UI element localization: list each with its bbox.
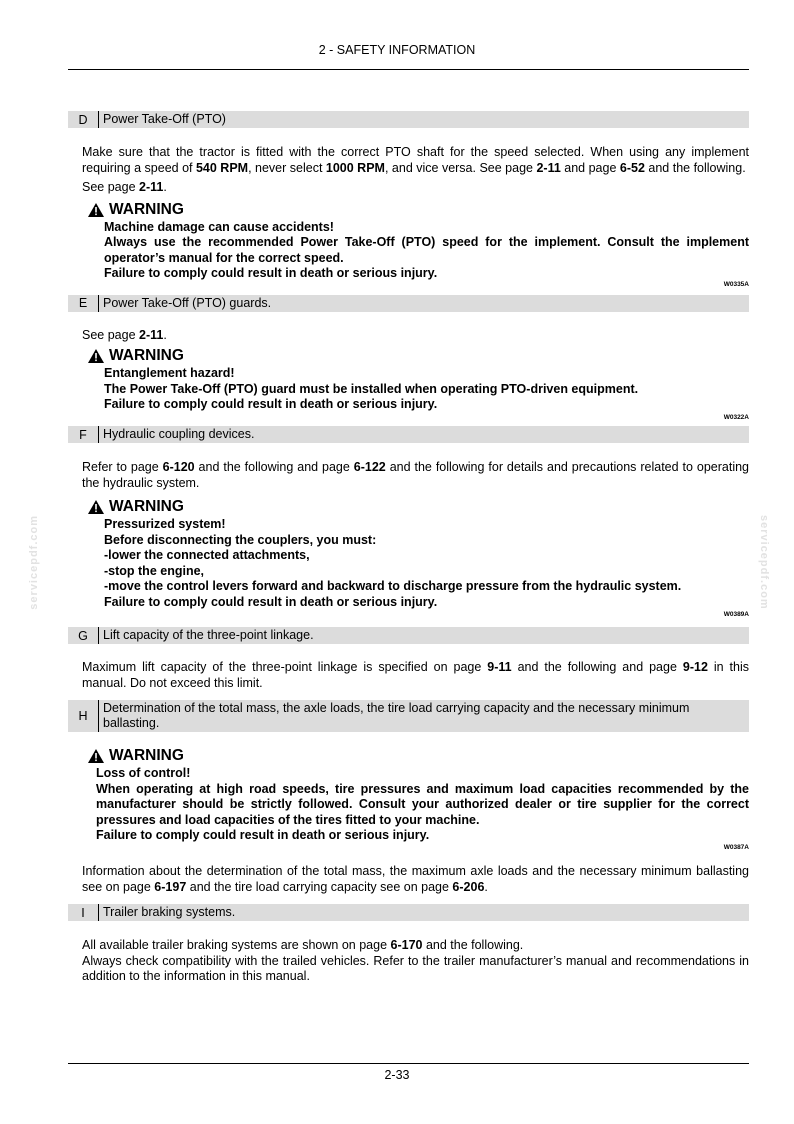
header-rule <box>68 69 749 70</box>
warning-box-d <box>88 200 749 295</box>
page-content <box>78 111 749 985</box>
watermark-right: servicepdf.com <box>758 515 770 610</box>
section-f-paragraph: Refer to page 6-120 and the following and page 6-122 and the following for details and precautions related to operating the hydraulic system. <box>82 460 749 490</box>
section-header-f: F Hydraulic coupling devices. <box>68 426 749 443</box>
warning-code-d: W0335A <box>723 280 749 288</box>
warning-triangle-icon <box>88 749 104 763</box>
section-g-paragraph: Maximum lift capacity of the three-point linkage is specified on page 9-11 and the following and page 9-12 in this manual. Do not exceed this limit. <box>82 660 749 690</box>
warning-code-h: W0387A <box>723 844 749 851</box>
section-header-h: H Determination of the total mass, the axle loads, the tire load carrying capacity and the necessary minimum ballasting. <box>68 700 749 732</box>
warning-box-h <box>88 746 749 864</box>
section-i-paragraph-1: All available trailer braking systems are shown on page 6-170 and the following. <box>82 938 524 952</box>
footer-rule <box>68 1063 749 1064</box>
watermark-left: servicepdf.com <box>28 515 40 610</box>
warning-triangle-icon <box>88 500 104 514</box>
section-header-i: I Trailer braking systems. <box>68 904 749 921</box>
warning-triangle-icon <box>88 203 104 217</box>
warning-title: WARNING <box>88 746 749 766</box>
page-number: 2-33 <box>384 1068 410 1082</box>
warning-text-f: Pressurized system! Before disconnecting the couplers, you must: -lower the connected attachments, -stop the engine, -move the control levers forward and backward to discharge pressure from the hydraulic system. Failure to comply could result in death or serious injury. <box>104 517 682 609</box>
section-header-e: E Power Take-Off (PTO) guards. <box>68 295 749 312</box>
warning-text-d: Machine damage can cause accidents! Always use the recommended Power Take-Off (PTO) speed for the implement. Consult the implement operator’s manual for the correct speed. Failure to comply could result in death or serious injury. <box>104 219 749 280</box>
warning-title: WARNING <box>88 346 749 366</box>
warning-text-h: Loss of control! When operating at high road speeds, tire pressures and maximum load capacities recommended by the manufacturer should be strictly followed. Consult your authorized dealer or tire supplier for the correct pressures and load capacities of the tires fitted to your machine. Failure to comply could result in death or serious injury. <box>96 766 749 842</box>
warning-triangle-icon <box>88 349 104 363</box>
section-header-d: D Power Take-Off (PTO) <box>68 111 749 128</box>
page-header: 2 - SAFETY INFORMATION <box>318 43 476 57</box>
section-header-g: G Lift capacity of the three-point linkage. <box>68 627 749 644</box>
warning-box-f <box>88 497 749 627</box>
warning-title: WARNING <box>88 200 749 220</box>
warning-code-e: W0322A <box>723 414 749 421</box>
section-e-see-page: See page 2-11. <box>82 327 167 342</box>
warning-code-f: W0389A <box>723 611 749 618</box>
section-h-paragraph: Information about the determination of the total mass, the maximum axle loads and the necessary minimum ballasting see on page 6-197 and the tire load carrying capacity see on page 6-206. <box>82 864 749 894</box>
warning-text-e: Entanglement hazard! The Power Take-Off (PTO) guard must be installed when operating PTO-driven equipment. Failure to comply could result in death or serious injury. <box>104 366 639 411</box>
section-d-paragraph: Make sure that the tractor is fitted with the correct PTO shaft for the speed selected. When using any implement requiring a speed of 540 RPM, never select 1000 RPM, and vice versa. See page 2-11 and page 6-52 and the following. <box>82 145 749 175</box>
section-d-see-page: See page 2-11. <box>82 180 167 194</box>
warning-title: WARNING <box>88 497 749 517</box>
warning-box-e <box>88 346 749 426</box>
section-i-paragraph-2: Always check compatibility with the trailed vehicles. Refer to the trailer manufacturer’s manual and recommendations in addition to the information in this manual. <box>82 953 749 983</box>
